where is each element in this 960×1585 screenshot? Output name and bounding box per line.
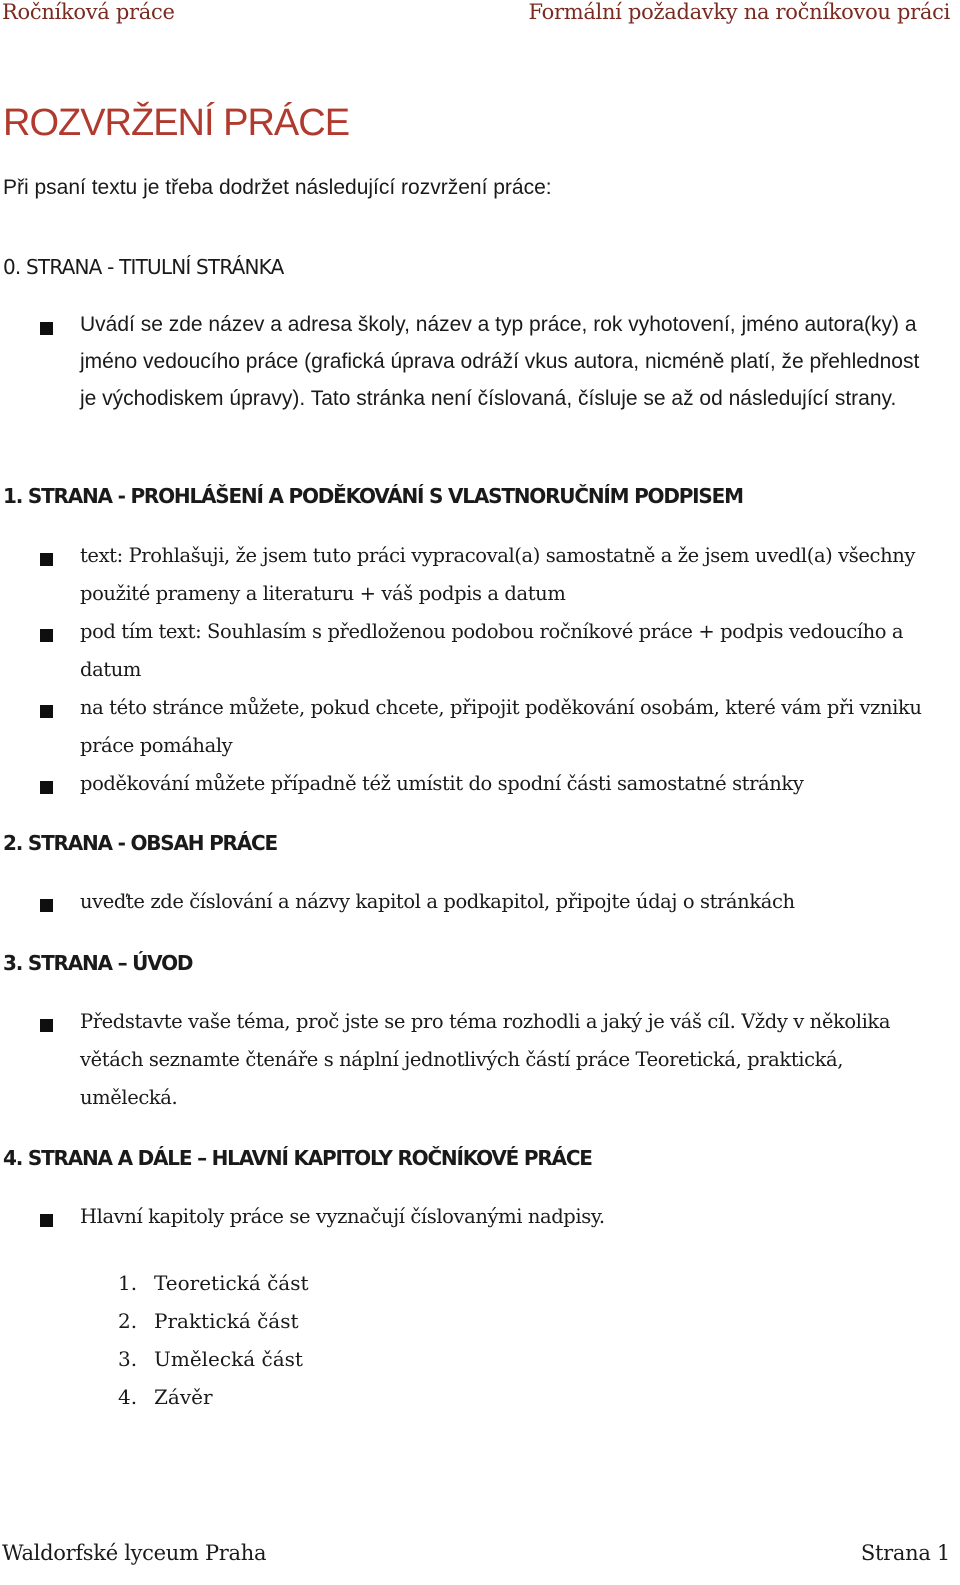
list-item-text: uveďte zde číslování a názvy kapitol a podkapitol, připojte údaj o stránkách [80, 890, 795, 913]
chapter-label: Praktická část [154, 1309, 299, 1333]
chapter-item [118, 1378, 309, 1416]
list-item-text: pod tím text: Souhlasím s předloženou podobou ročníkové práce + podpis vedoucího a datum [80, 620, 904, 681]
square-bullet-icon [40, 705, 53, 718]
chapter-item [118, 1264, 309, 1302]
section-heading-1: 1. STRANA - PROHLÁŠENÍ A PODĚKOVÁNÍ S VLASTNORUČNÍM PODPISEM [3, 484, 743, 508]
chapter-item [118, 1302, 309, 1340]
chapter-number: 3. [118, 1347, 138, 1371]
section-4-list [0, 1198, 940, 1236]
section-2-list [0, 883, 940, 921]
list-item-text: text: Prohlašuji, že jsem tuto práci vypracoval(a) samostatně a že jsem uvedl(a) všechny použité prameny a literaturu + váš podpis a datum [80, 544, 915, 605]
section-heading-0: 0. STRANA - TITULNÍ STRÁNKA [3, 255, 284, 279]
page-title: ROZVRŽENÍ PRÁCE [3, 102, 350, 144]
list-item [0, 613, 940, 689]
intro-text: Při psaní textu je třeba dodržet následující rozvržení práce: [3, 176, 552, 199]
chapter-label: Umělecká část [154, 1347, 303, 1371]
list-item [0, 1198, 940, 1236]
chapter-number: 4. [118, 1385, 138, 1409]
section-0-list [0, 306, 940, 417]
chapter-label: Teoretická část [154, 1271, 309, 1295]
page-header [0, 0, 952, 30]
list-item [0, 537, 940, 613]
list-item-text: Uvádí se zde název a adresa školy, název a typ práce, rok vyhotovení, jméno autora(ky) a jméno vedoucího práce (grafická úprava odráží vkus autora, nicméně platí, že přehlednost je východiskem úpravy). Tato stránka není číslovaná, čísluje se až od následující strany. [80, 313, 920, 410]
chapter-item [118, 1340, 309, 1378]
chapter-label: Závěr [154, 1385, 213, 1409]
list-item [0, 306, 940, 417]
square-bullet-icon [40, 781, 53, 794]
square-bullet-icon [40, 553, 53, 566]
section-heading-2: 2. STRANA - OBSAH PRÁCE [3, 831, 277, 855]
list-item-text: poděkování můžete případně též umístit do spodní části samostatné stránky [80, 772, 804, 795]
section-3-list [0, 1003, 940, 1117]
chapter-number: 2. [118, 1309, 138, 1333]
list-item [0, 883, 940, 921]
list-item [0, 689, 940, 765]
page-footer [0, 1541, 952, 1571]
square-bullet-icon [40, 1019, 53, 1032]
list-item [0, 1003, 940, 1117]
footer-left-text: Waldorfské lyceum Praha [2, 1541, 267, 1565]
page-number: Strana 1 [860, 1541, 950, 1565]
square-bullet-icon [40, 629, 53, 642]
header-right-text: Formální požadavky na ročníkovou práci [528, 0, 950, 24]
list-item-text: na této stránce můžete, pokud chcete, připojit poděkování osobám, které vám při vzniku práce pomáhaly [80, 696, 922, 757]
list-item-text: Hlavní kapitoly práce se vyznačují číslovanými nadpisy. [80, 1205, 605, 1228]
section-heading-4: 4. STRANA A DÁLE – HLAVNÍ KAPITOLY ROČNÍKOVÉ PRÁCE [3, 1146, 592, 1170]
square-bullet-icon [40, 1214, 53, 1227]
section-heading-3: 3. STRANA – ÚVOD [3, 951, 193, 975]
chapter-list [118, 1264, 309, 1416]
square-bullet-icon [40, 899, 53, 912]
list-item-text: Představte vaše téma, proč jste se pro téma rozhodli a jaký je váš cíl. Vždy v několika větách seznamte čtenáře s náplní jednotlivých částí práce Teoretická, praktická, umělecká. [80, 1010, 891, 1109]
square-bullet-icon [40, 322, 53, 335]
list-item [0, 765, 940, 803]
header-left-text: Ročníková práce [2, 0, 175, 24]
chapter-number: 1. [118, 1271, 138, 1295]
section-1-list [0, 537, 940, 803]
